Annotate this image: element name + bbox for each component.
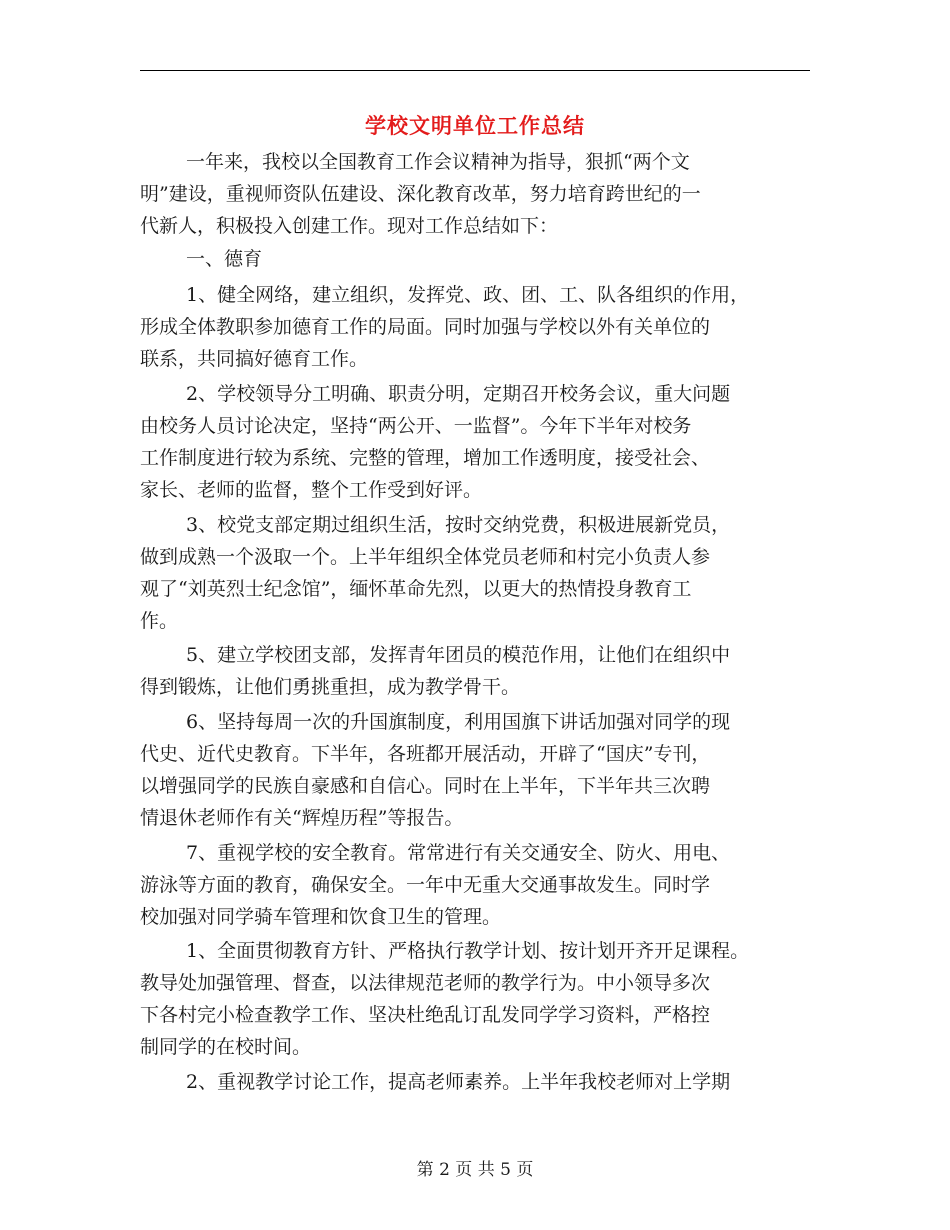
paragraph-line: 2、重视教学讨论工作，提高老师素养。上半年我校老师对上学期 [186, 1071, 731, 1093]
paragraph-line: 游泳等方面的教育，确保安全。一年中无重大交通事故发生。同时学 [140, 874, 711, 896]
paragraph-line: 家长、老师的监督，整个工作受到好评。 [140, 479, 483, 501]
paragraph-line: 观了“刘英烈士纪念馆”，缅怀革命先烈，以更大的热情投身教育工 [140, 578, 692, 600]
paragraph-line: 联系，共同搞好德育工作。 [140, 348, 369, 370]
paragraph-line: 代新人，积极投入创建工作。现对工作总结如下： [140, 215, 559, 237]
document-title: 学校文明单位工作总结 [365, 113, 585, 138]
paragraph-line: 教导处加强管理、督查，以法律规范老师的教学行为。中小领导多次 [140, 972, 711, 994]
paragraph-line: 形成全体教职参加德育工作的局面。同时加强与学校以外有关单位的 [140, 316, 711, 338]
paragraph-line: 1、健全网络，建立组织，发挥党、政、团、工、队各组织的作用， [186, 284, 750, 306]
paragraph-line: 一年来，我校以全国教育工作会议精神为指导，狠抓“两个文 [186, 151, 690, 173]
paragraph-line: 制同学的在校时间。 [140, 1036, 312, 1058]
paragraph-line: 以增强同学的民族自豪感和自信心。同时在上半年，下半年共三次聘 [140, 775, 711, 797]
paragraph-line: 工作制度进行较为系统、完整的管理，增加工作透明度，接受社会、 [140, 447, 711, 469]
paragraph-line: 做到成熟一个汲取一个。上半年组织全体党员老师和村完小负责人参 [140, 546, 711, 568]
paragraph-line: 由校务人员讨论决定，坚持“两公开、一监督”。今年下半年对校务 [140, 415, 692, 437]
header-rule [140, 70, 810, 71]
paragraph-line: 1、全面贯彻教育方针、严格执行教学计划、按计划开齐开足课程。 [186, 940, 750, 962]
paragraph-line: 2、学校领导分工明确、职责分明，定期召开校务会议，重大问题 [186, 383, 731, 405]
paragraph-line: 下各村完小检查教学工作、坚决杜绝乱订乱发同学学习资料，严格控 [140, 1004, 711, 1026]
paragraph-line: 得到锻炼，让他们勇挑重担，成为教学骨干。 [140, 676, 521, 698]
paragraph-line: 5、建立学校团支部，发挥青年团员的模范作用，让他们在组织中 [186, 644, 731, 666]
paragraph-line: 作。 [140, 610, 179, 632]
paragraph-line: 7、重视学校的安全教育。常常进行有关交通安全、防火、用电、 [186, 842, 731, 864]
paragraph-line: 3、校党支部定期过组织生活，按时交纳党费，积极进展新党员， [186, 514, 731, 536]
paragraph-line: 代史、近代史教育。下半年，各班都开展活动，开辟了“国庆”专刊， [140, 743, 711, 765]
paragraph-line: 明”建设，重视师资队伍建设、深化教育改革，努力培育跨世纪的一 [140, 183, 701, 205]
paragraph-line: 情退休老师作有关“辉煌历程”等报告。 [140, 807, 464, 829]
paragraph-line: 校加强对同学骑车管理和饮食卫生的管理。 [140, 906, 502, 928]
paragraph-line: 6、坚持每周一次的升国旗制度，利用国旗下讲话加强对同学的现 [186, 711, 731, 733]
section-heading: 一、德育 [186, 248, 263, 270]
page-footer: 第 2 页 共 5 页 [416, 1160, 534, 1180]
